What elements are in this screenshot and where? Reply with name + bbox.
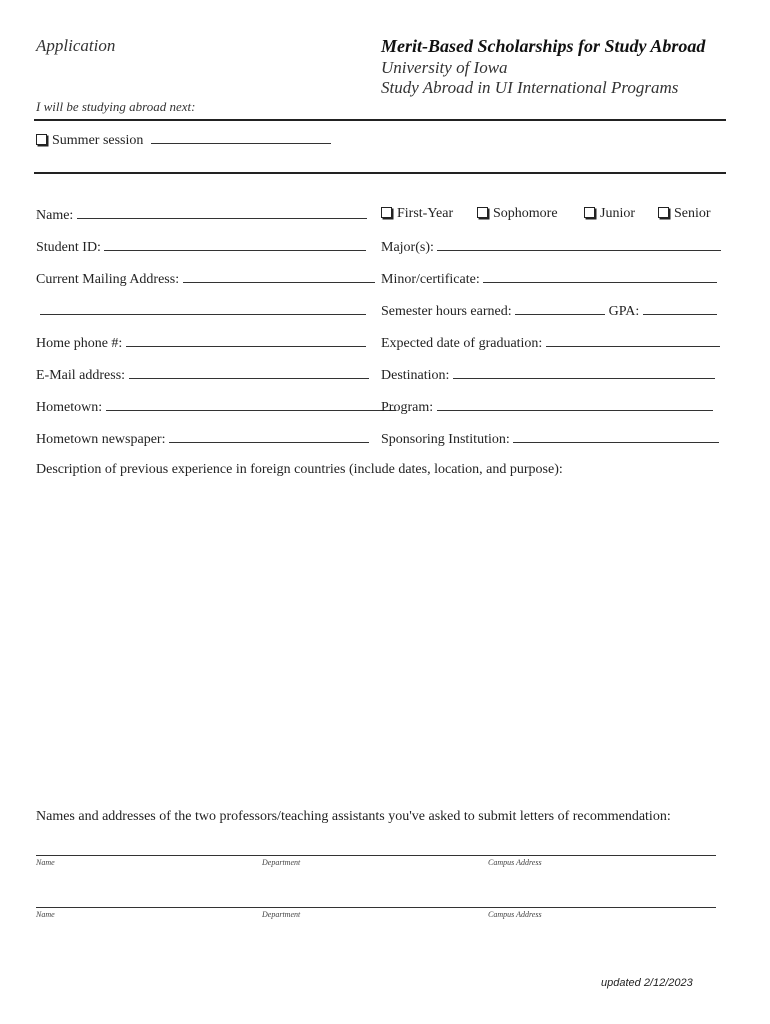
first-year-checkbox[interactable] — [381, 207, 392, 218]
program-label: Program: — [381, 400, 434, 415]
description-area[interactable] — [36, 486, 716, 802]
office-name: Study Abroad in UI International Programs — [381, 78, 679, 97]
email-input-line[interactable] — [129, 366, 369, 379]
destination-input-line[interactable] — [453, 366, 715, 379]
gpa-label: GPA: — [608, 304, 640, 319]
student-id-label: Student ID: — [36, 240, 101, 255]
name-label: Name: — [36, 208, 74, 223]
recommendation-line-1[interactable] — [36, 855, 716, 856]
description-prompt: Description of previous experience in foreign countries (include dates, location, and purpose): — [36, 462, 563, 477]
hometown-newspaper-label: Hometown newspaper: — [36, 432, 166, 447]
summer-session-label: Summer session — [52, 133, 144, 148]
year-option-senior[interactable] — [658, 206, 711, 222]
session-divider — [34, 172, 726, 174]
graduation-field[interactable] — [381, 334, 720, 352]
mailing-address-field[interactable] — [36, 270, 375, 288]
email-label: E-Mail address: — [36, 368, 126, 383]
destination-label: Destination: — [381, 368, 450, 383]
minor-field[interactable] — [381, 270, 717, 288]
summer-session-checkbox[interactable] — [36, 134, 47, 145]
recommender-2-name-label: Name — [36, 910, 55, 919]
recommender-2-address-label: Campus Address — [488, 910, 542, 919]
header-divider — [34, 119, 726, 121]
form-title: Merit-Based Scholarships for Study Abroad — [381, 36, 706, 56]
recommender-1-address-label: Campus Address — [488, 858, 542, 867]
sophomore-label: Sophomore — [493, 206, 558, 221]
year-option-first-year[interactable] — [381, 206, 453, 222]
student-id-field[interactable] — [36, 238, 366, 256]
semester-hours-input-line[interactable] — [515, 302, 605, 315]
hometown-input-line[interactable] — [106, 398, 396, 411]
recommender-1-department-label: Department — [262, 858, 301, 867]
home-phone-input-line[interactable] — [126, 334, 366, 347]
application-label: Application — [36, 36, 116, 55]
hometown-label: Hometown: — [36, 400, 103, 415]
junior-label: Junior — [600, 206, 635, 221]
mailing-address-label: Current Mailing Address: — [36, 272, 180, 287]
sponsor-field[interactable] — [381, 430, 719, 448]
destination-field[interactable] — [381, 366, 715, 384]
majors-input-line[interactable] — [437, 238, 721, 251]
year-option-junior[interactable] — [584, 206, 635, 222]
mailing-address-input-line-2[interactable] — [40, 302, 366, 315]
hometown-newspaper-field[interactable] — [36, 430, 369, 448]
mailing-address-input-line[interactable] — [183, 270, 375, 283]
semester-hours-label: Semester hours earned: — [381, 304, 512, 319]
semester-hours-field[interactable] — [381, 302, 717, 320]
mailing-address-line-2[interactable] — [40, 302, 366, 320]
university-name: University of Iowa — [381, 58, 508, 77]
summer-session-option[interactable] — [36, 131, 331, 149]
summer-session-blank[interactable] — [151, 131, 331, 144]
minor-label: Minor/certificate: — [381, 272, 480, 287]
recommender-1-name-label: Name — [36, 858, 55, 867]
year-option-sophomore[interactable] — [477, 206, 558, 222]
senior-label: Senior — [674, 206, 711, 221]
home-phone-field[interactable] — [36, 334, 366, 352]
majors-field[interactable] — [381, 238, 721, 256]
hometown-field[interactable] — [36, 398, 396, 416]
abroad-prompt: I will be studying abroad next: — [36, 99, 196, 114]
name-field[interactable] — [36, 206, 367, 224]
majors-label: Major(s): — [381, 240, 434, 255]
name-input-line[interactable] — [77, 206, 367, 219]
junior-checkbox[interactable] — [584, 207, 595, 218]
graduation-label: Expected date of graduation: — [381, 336, 543, 351]
sponsor-label: Sponsoring Institution: — [381, 432, 510, 447]
graduation-input-line[interactable] — [546, 334, 720, 347]
updated-date: updated 2/12/2023 — [601, 977, 693, 989]
recommender-2-department-label: Department — [262, 910, 301, 919]
gpa-input-line[interactable] — [643, 302, 717, 315]
email-field[interactable] — [36, 366, 369, 384]
first-year-label: First-Year — [397, 206, 454, 221]
senior-checkbox[interactable] — [658, 207, 669, 218]
program-input-line[interactable] — [437, 398, 713, 411]
student-id-input-line[interactable] — [104, 238, 366, 251]
sponsor-input-line[interactable] — [513, 430, 719, 443]
recommendation-prompt: Names and addresses of the two professors/teaching assistants you've asked to submit letters of recommendation: — [36, 809, 671, 824]
program-field[interactable] — [381, 398, 713, 416]
sophomore-checkbox[interactable] — [477, 207, 488, 218]
recommendation-line-2[interactable] — [36, 907, 716, 908]
minor-input-line[interactable] — [483, 270, 717, 283]
hometown-newspaper-input-line[interactable] — [169, 430, 369, 443]
home-phone-label: Home phone #: — [36, 336, 123, 351]
